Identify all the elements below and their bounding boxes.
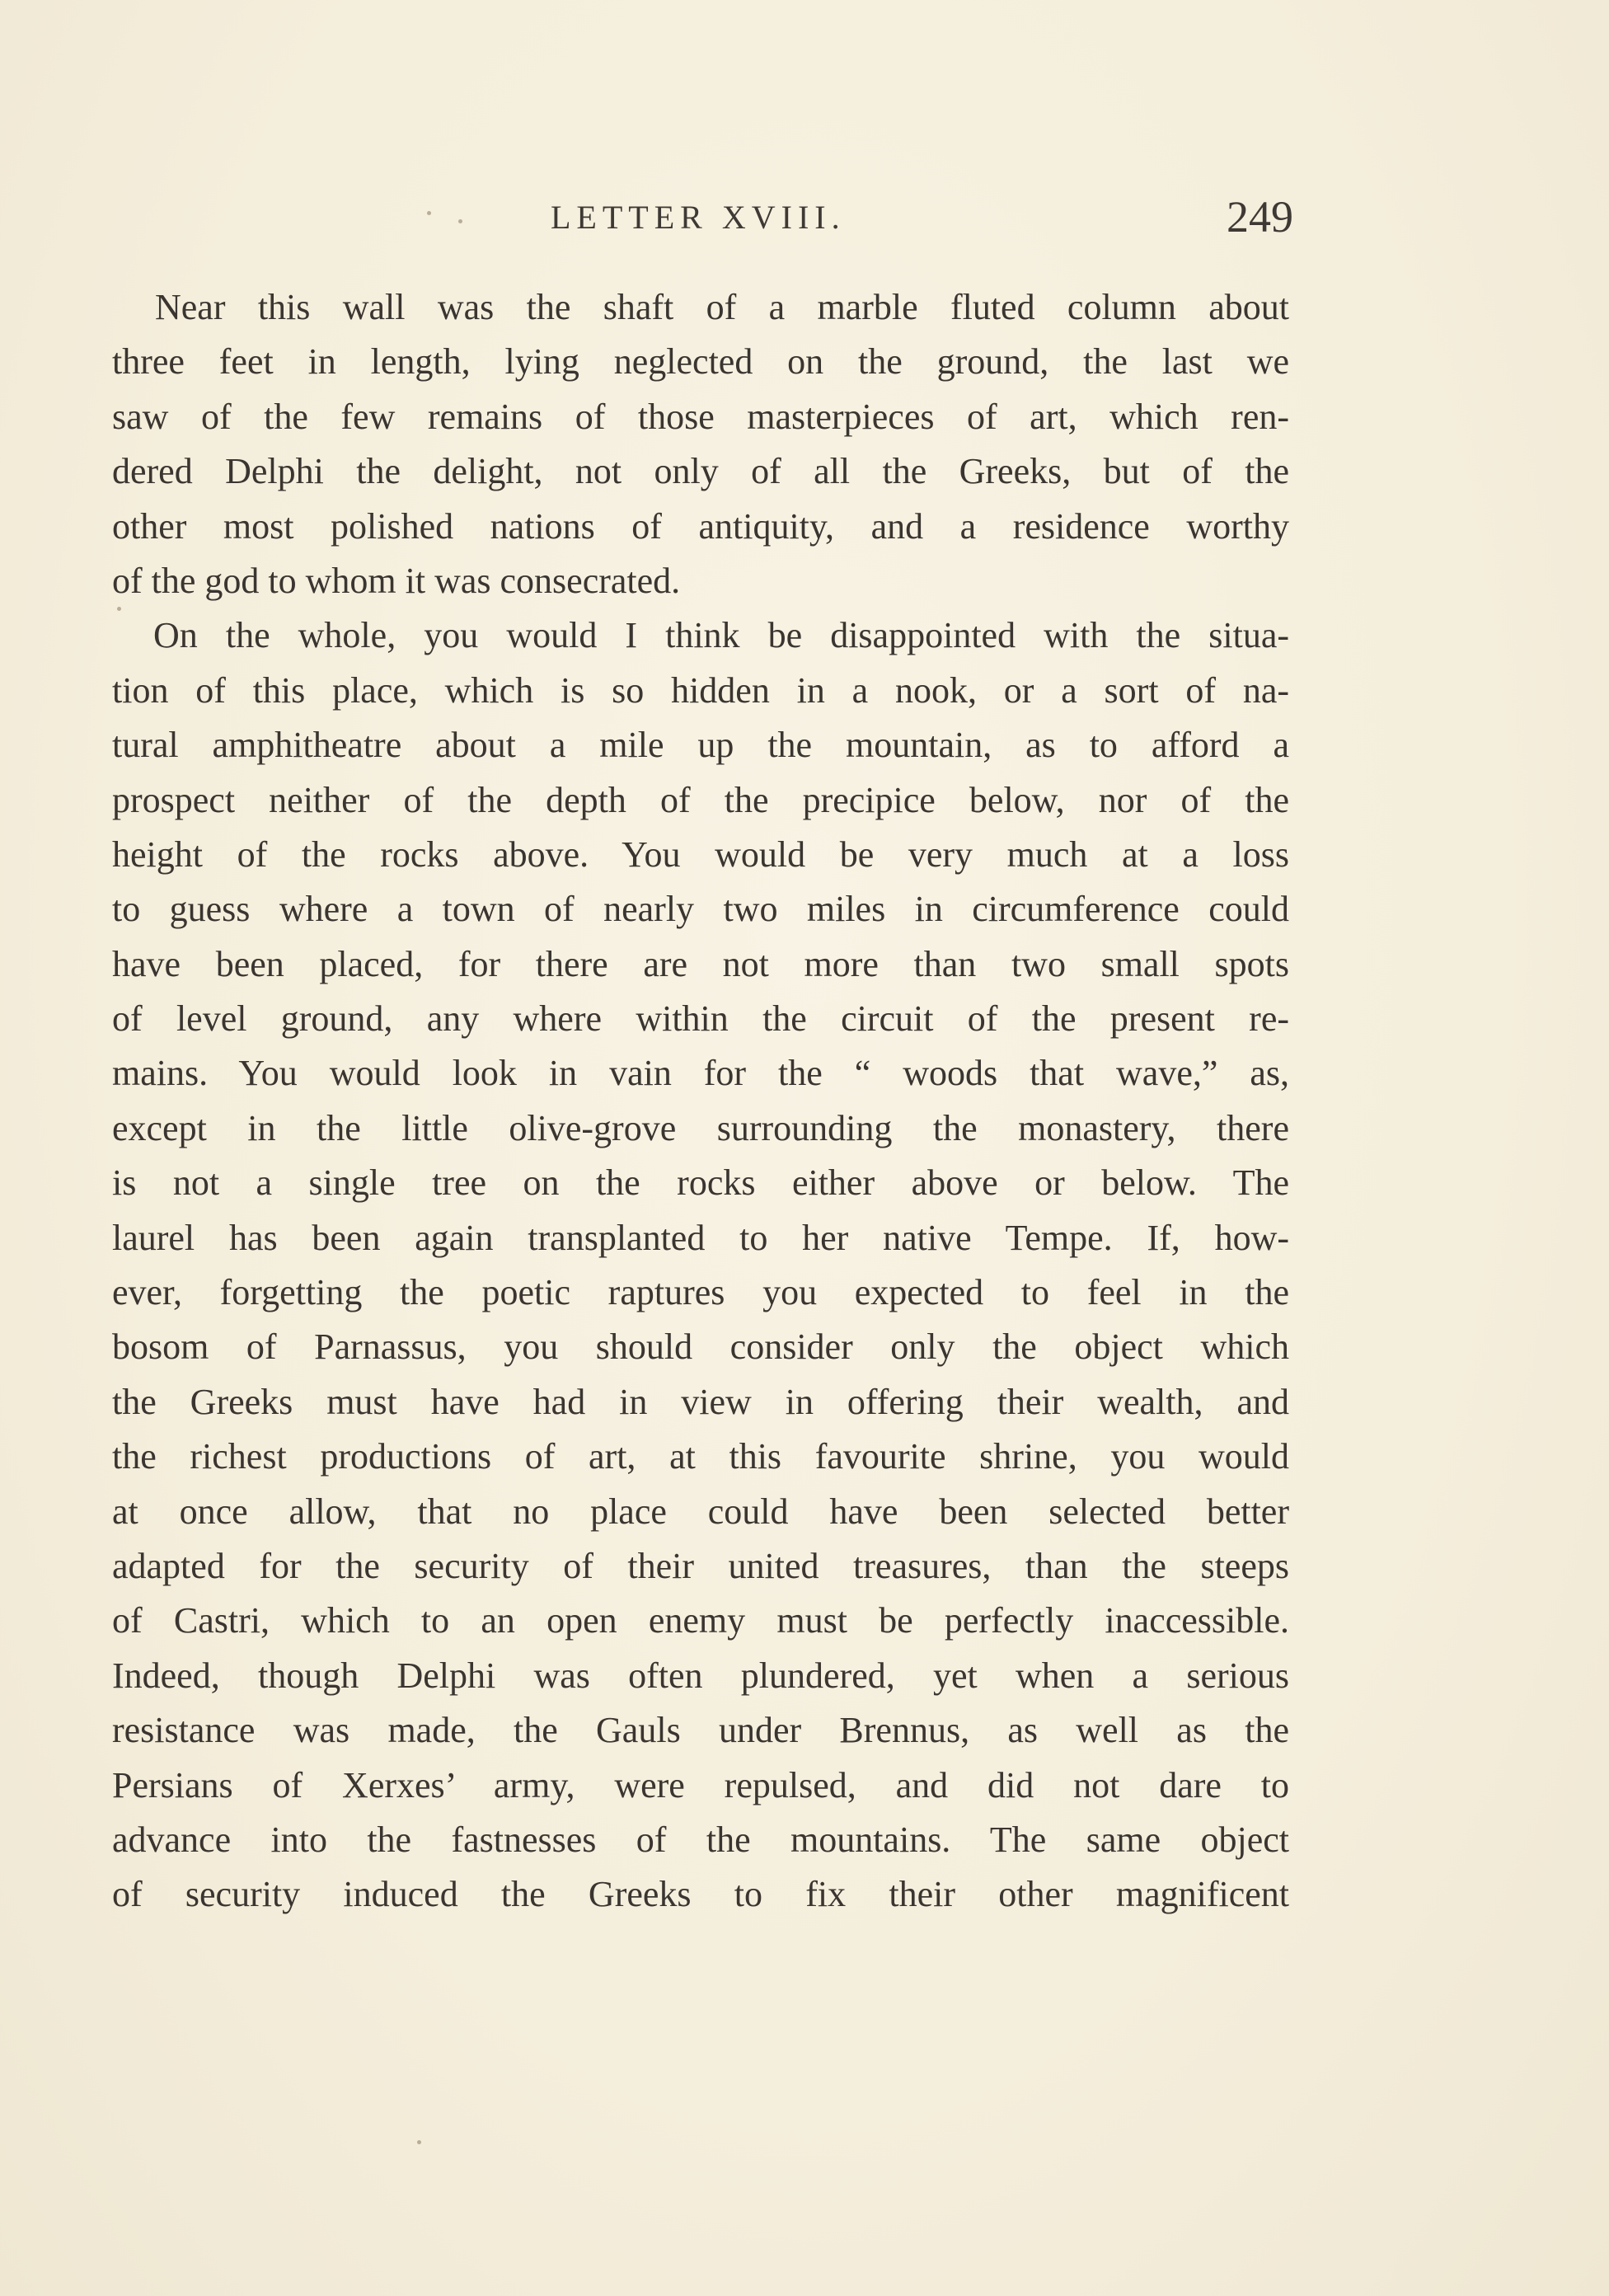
paper-speck (458, 219, 462, 223)
text-line: dered Delphi the delight, not only of all the Greeks, but of the (112, 451, 1289, 492)
text-line: advance into the fastnesses of the mountains. The same object (112, 1819, 1289, 1860)
text-line: is not a single tree on the rocks either above or below. The (112, 1162, 1289, 1204)
paragraph-2 (112, 608, 1289, 1922)
text-line: ever, forgetting the poetic raptures you expected to feel in the (112, 1272, 1289, 1313)
text-line: Near this wall was the shaft of a marble fluted column about (155, 287, 1289, 327)
body-text (112, 280, 1289, 1923)
paper-speck (417, 2140, 421, 2144)
running-head: LETTER XVIII. (551, 199, 846, 236)
text-line: to guess where a town of nearly two miles in circumference could (112, 889, 1289, 930)
text-line: Indeed, though Delphi was often plundered, yet when a serious (112, 1655, 1289, 1696)
text-line: other most polished nations of antiquity, and a residence worthy (112, 505, 1289, 547)
text-line: saw of the few remains of those masterpieces of art, which ren- (112, 396, 1289, 437)
text-line: of the god to whom it was consecrated. (112, 560, 681, 601)
paper-speck (117, 607, 121, 611)
text-line: resistance was made, the Gauls under Brennus, as well as the (112, 1710, 1289, 1751)
text-line: tion of this place, which is so hidden in a nook, or a sort of na- (112, 669, 1289, 711)
text-line: except in the little olive-grove surrounding the monastery, there (112, 1107, 1289, 1148)
text-line: at once allow, that no place could have been selected better (112, 1491, 1289, 1532)
text-line: bosom of Parnassus, you should consider only the object which (112, 1326, 1289, 1368)
text-line: Persians of Xerxes’ army, were repulsed, and did not dare to (112, 1764, 1289, 1805)
text-line: height of the rocks above. You would be very much at a loss (112, 833, 1289, 875)
text-line: the Greeks must have had in view in offering their wealth, and (112, 1381, 1289, 1422)
text-line: On the whole, you would I think be disappointed with the situa- (153, 615, 1289, 656)
text-line: three feet in length, lying neglected on the ground, the last we (112, 341, 1289, 383)
text-line: of security induced the Greeks to fix their other magnificent (112, 1874, 1289, 1915)
text-line: of level ground, any where within the circuit of the present re- (112, 998, 1289, 1040)
paper-speck (427, 211, 431, 215)
text-line: prospect neither of the depth of the precipice below, nor of the (112, 779, 1289, 820)
text-line: mains. You would look in vain for the “ woods that wave,” as, (112, 1053, 1289, 1094)
paragraph-1 (112, 280, 1289, 608)
text-line: adapted for the security of their united treasures, than the steeps (112, 1545, 1289, 1586)
text-line: the richest productions of art, at this favourite shrine, you would (112, 1436, 1289, 1477)
text-line: of Castri, which to an open enemy must be perfectly inaccessible. (112, 1600, 1289, 1641)
text-line: laurel has been again transplanted to her native Tempe. If, how- (112, 1217, 1289, 1258)
text-line: have been placed, for there are not more than two small spots (112, 943, 1289, 984)
text-line: tural amphitheatre about a mile up the mountain, as to afford a (112, 725, 1289, 766)
page-number: 249 (1227, 192, 1293, 242)
page-header (0, 191, 1609, 249)
